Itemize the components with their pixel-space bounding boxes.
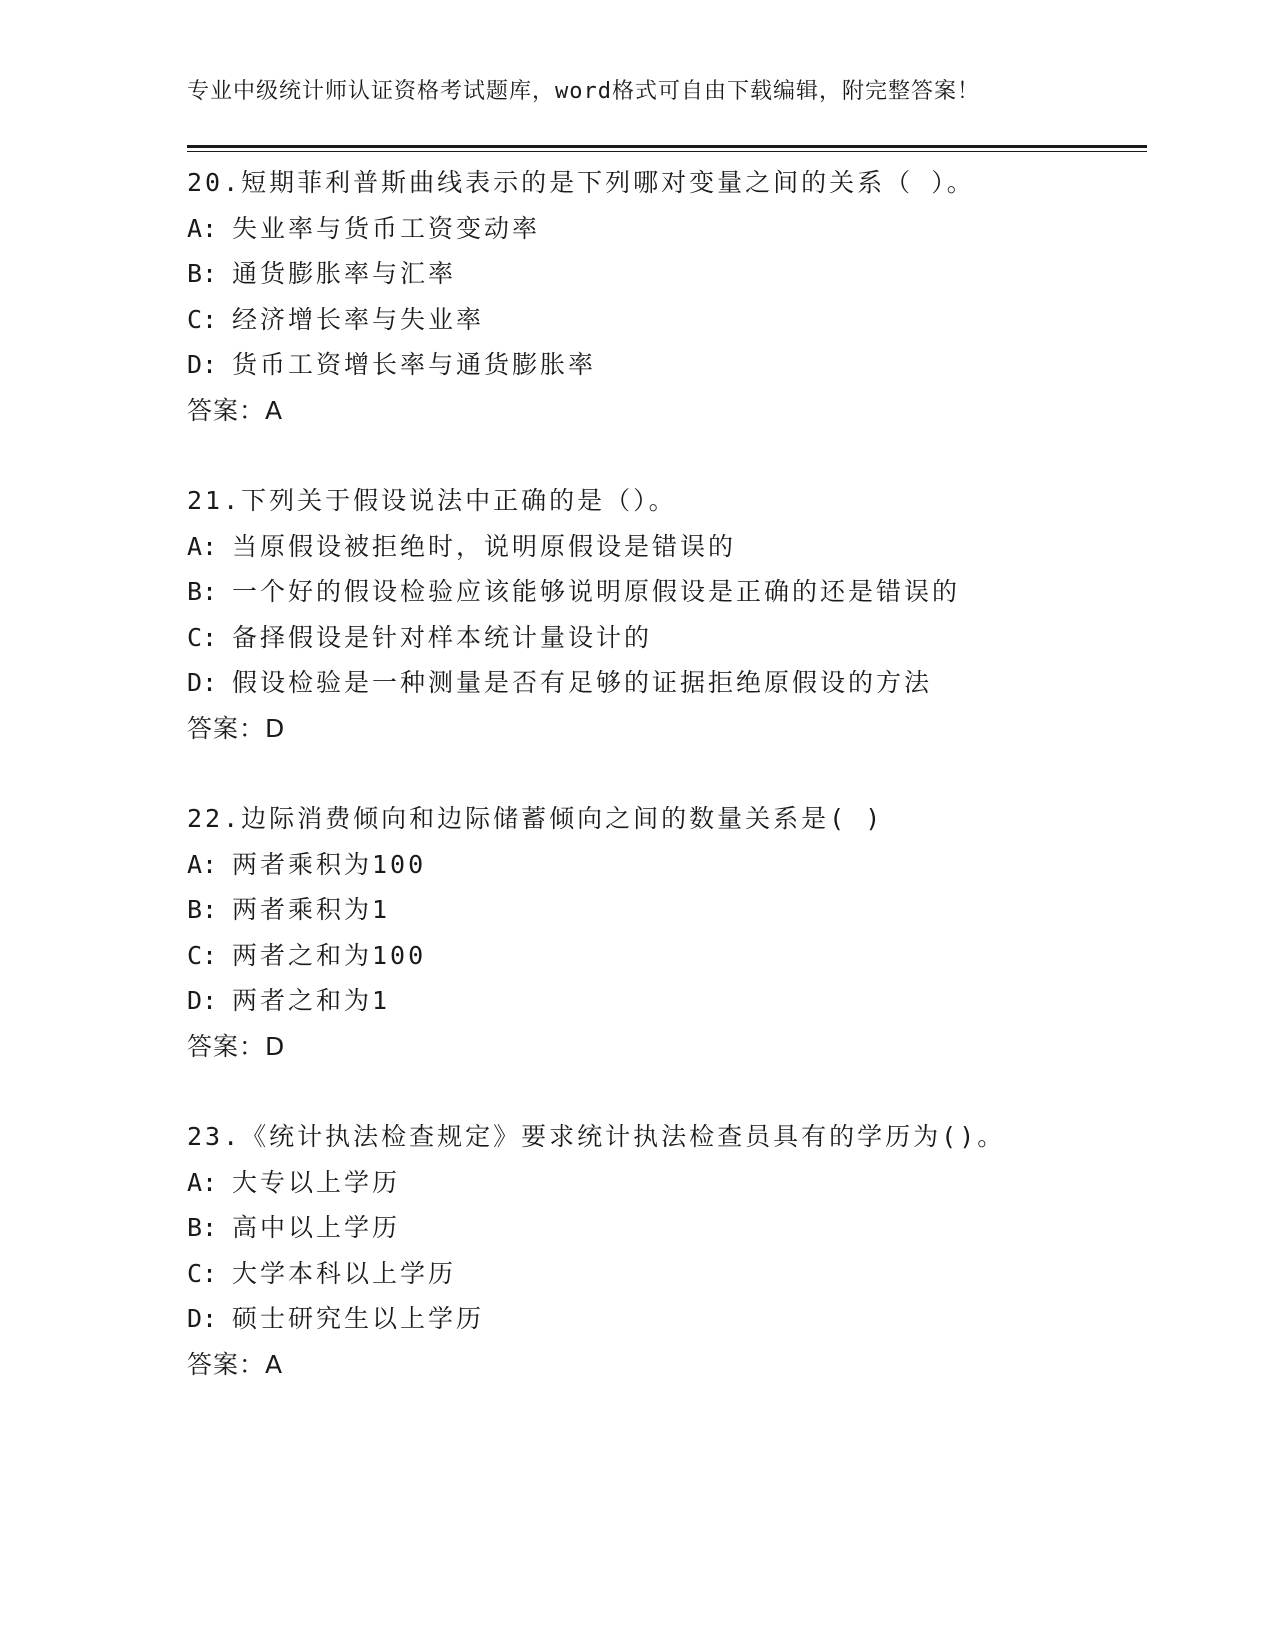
header-rule-thick [187, 145, 1147, 148]
option-letter: D: [187, 350, 218, 379]
option-letter: B: [187, 259, 218, 288]
option-letter: C: [187, 304, 218, 334]
option-letter: A: [187, 213, 218, 243]
option-b [187, 569, 1147, 615]
answer-line: 答案：A [187, 395, 284, 425]
option-c [187, 615, 1147, 661]
option-letter: B: [187, 577, 218, 606]
answer-line: 答案：A [187, 1349, 284, 1379]
option-text: 备择假设是针对样本统计量设计的 [232, 622, 653, 652]
option-a [187, 524, 1147, 570]
question-stem: 21.下列关于假设说法中正确的是（）。 [187, 486, 677, 515]
question-21 [187, 478, 1147, 751]
option-text: 大专以上学历 [232, 1167, 401, 1197]
question-stem: 23.《统计执法检查规定》要求统计执法检查员具有的学历为()。 [187, 1122, 1006, 1151]
question-23 [187, 1114, 1147, 1387]
option-letter: D: [187, 1304, 218, 1333]
option-text: 通货膨胀率与汇率 [232, 259, 457, 288]
option-text: 高中以上学历 [232, 1213, 401, 1242]
option-text: 一个好的假设检验应该能够说明原假设是正确的还是错误的 [232, 577, 961, 606]
option-letter: D: [187, 668, 218, 697]
option-text: 两者乘积为1 [232, 895, 391, 924]
option-d [187, 978, 1147, 1024]
answer-line: 答案：D [187, 1031, 286, 1061]
option-letter: C: [187, 1258, 218, 1288]
option-letter: A: [187, 531, 218, 561]
option-letter: B: [187, 1213, 218, 1242]
option-text: 两者之和为100 [232, 940, 427, 970]
option-c [187, 1251, 1147, 1297]
option-a [187, 206, 1147, 252]
option-letter: B: [187, 895, 218, 924]
page-header: 专业中级统计师认证资格考试题库，word格式可自由下载编辑，附完整答案！ [187, 79, 980, 104]
option-d [187, 342, 1147, 388]
option-text: 大学本科以上学历 [232, 1258, 457, 1288]
option-a [187, 842, 1147, 888]
option-text: 硕士研究生以上学历 [232, 1304, 485, 1333]
option-b [187, 887, 1147, 933]
option-text: 失业率与货币工资变动率 [232, 213, 541, 243]
option-letter: C: [187, 940, 218, 970]
question-20 [187, 160, 1147, 433]
option-text: 经济增长率与失业率 [232, 304, 485, 334]
option-text: 两者之和为1 [232, 986, 391, 1015]
answer-line: 答案：D [187, 713, 286, 743]
question-22 [187, 796, 1147, 1069]
option-letter: D: [187, 986, 218, 1015]
option-c [187, 933, 1147, 979]
option-a [187, 1160, 1147, 1206]
option-d [187, 660, 1147, 706]
header-rule-thin [187, 151, 1147, 152]
option-d [187, 1296, 1147, 1342]
option-text: 货币工资增长率与通货膨胀率 [232, 350, 597, 379]
option-text: 当原假设被拒绝时，说明原假设是错误的 [232, 531, 737, 561]
option-b [187, 251, 1147, 297]
option-c [187, 297, 1147, 343]
option-letter: A: [187, 1167, 218, 1197]
option-text: 两者乘积为100 [232, 849, 427, 879]
question-stem: 20.短期菲利普斯曲线表示的是下列哪对变量之间的关系（ ）。 [187, 168, 975, 197]
question-stem: 22.边际消费倾向和边际储蓄倾向之间的数量关系是( ) [187, 804, 884, 833]
question-list [187, 160, 1147, 1432]
option-b [187, 1205, 1147, 1251]
option-letter: C: [187, 622, 218, 652]
option-text: 假设检验是一种测量是否有足够的证据拒绝原假设的方法 [232, 668, 933, 697]
option-letter: A: [187, 849, 218, 879]
